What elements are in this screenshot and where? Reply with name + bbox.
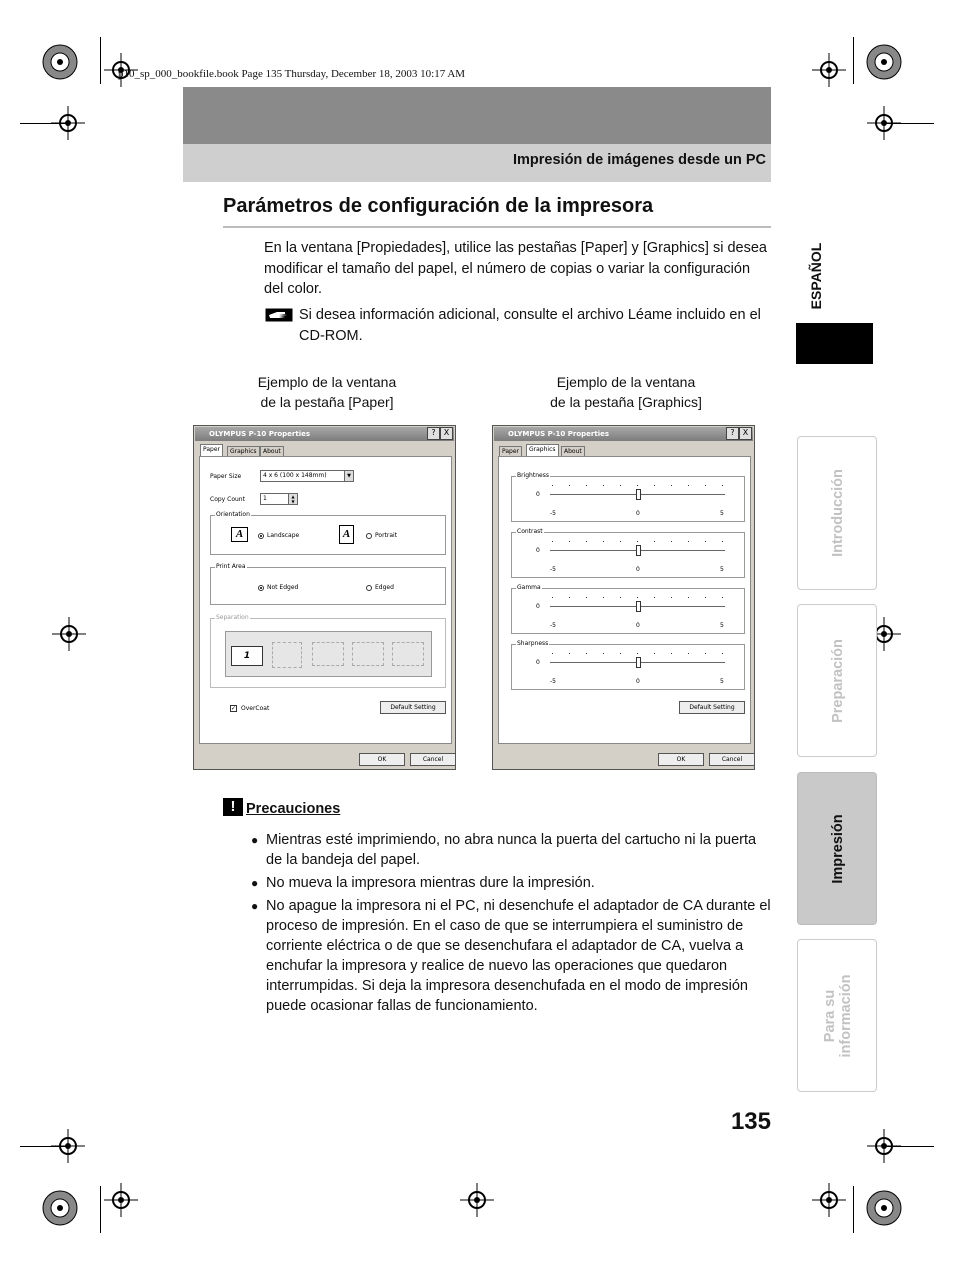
crosshair-icon [867, 106, 901, 140]
print-area-label: Print Area [216, 563, 246, 570]
paper-properties-window [193, 425, 456, 770]
title-rule [223, 226, 771, 228]
slider-tick [637, 485, 638, 486]
not-edged-label: Not Edged [267, 584, 299, 591]
slider-max: 5 [720, 678, 724, 685]
copy-count-label: Copy Count [210, 496, 245, 503]
registration-target-icon [864, 42, 904, 82]
slider-tick [620, 485, 621, 486]
landscape-glyph-icon: A [231, 527, 248, 542]
side-tab-label: Preparación [830, 639, 846, 723]
side-tab-label: Introducción [830, 469, 846, 557]
slider-tick [586, 653, 587, 654]
crosshair-icon [812, 53, 846, 87]
slider-tick [688, 541, 689, 542]
edged-radio[interactable] [366, 585, 372, 591]
slider-group-label: Brightness [517, 472, 549, 479]
slider-tick [552, 541, 553, 542]
slider-tick [637, 597, 638, 598]
slider-tick [722, 597, 723, 598]
language-marker [796, 323, 873, 364]
crosshair-icon [812, 1183, 846, 1217]
slider-tick [654, 485, 655, 486]
layout-eight-button[interactable] [352, 642, 384, 666]
slider-max: 5 [720, 622, 724, 629]
close-button[interactable]: X [440, 427, 453, 440]
tab-graphics[interactable]: Graphics [227, 446, 260, 457]
slider-group-label: Gamma [517, 584, 541, 591]
slider-tick [654, 541, 655, 542]
note-text: Si desea información adicional, consulte el archivo Léame incluido en el CD-ROM. [299, 307, 761, 344]
window-title: OLYMPUS P-10 Properties [209, 430, 311, 438]
not-edged-radio[interactable] [258, 585, 264, 591]
slider-tick [586, 485, 587, 486]
slider-tick [637, 653, 638, 654]
paper-size-value: 4 x 6 (100 x 148mm) [263, 472, 327, 479]
layout-two-button[interactable] [272, 642, 302, 668]
warning-icon: ! [223, 798, 243, 816]
side-tab-label-line: información [838, 974, 854, 1058]
precaution-item: No mueva la impresora mientras dure la impresión. [266, 875, 595, 891]
header-band-dark [183, 87, 771, 144]
brightness-slider-thumb[interactable] [636, 489, 641, 500]
tab-graphics[interactable]: Graphics [526, 444, 559, 457]
registration-target-icon [40, 42, 80, 82]
slider-tick [705, 597, 706, 598]
crop-mark [100, 37, 101, 84]
bullet-icon: ● [251, 899, 259, 913]
language-label: ESPAÑOL [808, 242, 824, 310]
registration-target-icon [864, 1188, 904, 1228]
caption-line: de la pestaña [Paper] [260, 394, 394, 410]
slider-value: 0 [536, 547, 540, 554]
precautions-heading: Precauciones [246, 801, 341, 817]
slider-tick [569, 653, 570, 654]
caption-line: Ejemplo de la ventana [556, 374, 696, 390]
crosshair-icon [51, 1129, 85, 1163]
ok-button[interactable]: OK [359, 753, 405, 766]
portrait-radio[interactable] [366, 533, 372, 539]
sharpness-slider-thumb[interactable] [636, 657, 641, 668]
tab-panel [498, 456, 751, 744]
layout-one-button[interactable]: 1 [231, 646, 263, 666]
side-tab-label-line: Para su [822, 989, 838, 1043]
slider-tick [671, 485, 672, 486]
slider-tick [569, 541, 570, 542]
slider-tick [603, 485, 604, 486]
crosshair-icon [460, 1183, 494, 1217]
portrait-label: Portrait [375, 532, 398, 539]
slider-tick [620, 597, 621, 598]
crosshair-icon [52, 617, 86, 651]
file-header: p10_sp_000_bookfile.book Page 135 Thursday, December 18, 2003 10:17 AM [118, 68, 466, 80]
slider-tick [688, 485, 689, 486]
slider-mid: 0 [636, 510, 640, 517]
orientation-group [210, 511, 446, 555]
slider-tick [671, 653, 672, 654]
separation-label: Separation [216, 614, 249, 621]
tab-paper[interactable]: Paper [200, 444, 223, 457]
crop-mark [100, 1186, 101, 1233]
crosshair-icon [867, 1129, 901, 1163]
page-title: Parámetros de configuración de la impresora [223, 195, 654, 217]
slider-tick [722, 541, 723, 542]
paper-size-label: Paper Size [210, 473, 242, 480]
side-tab-para-su-informacion[interactable] [797, 939, 877, 1092]
precaution-item: No apague la impresora ni el PC, ni desenchufe el adaptador de CA durante el proceso de impresión. En el caso de que se interrumpiera el suministro de corriente eléctrica o de que se desenchufara el adaptador de CA, vuelva a enchufar la impresora y realice de nuevo las operaciones que quedaron interrumpidas. Si deja la impresora desenchufada en el modo de impresión puede ocasionar fallas de funcionamiento. [266, 898, 771, 1014]
crop-mark [853, 37, 854, 84]
side-tab-label: Impresión [830, 814, 846, 884]
slider-tick [552, 653, 553, 654]
close-button[interactable]: X [739, 427, 752, 440]
side-tab-preparacion[interactable] [797, 604, 877, 757]
overcoat-checkbox[interactable]: ✓ [231, 705, 237, 712]
sharpness-group [511, 640, 745, 690]
crop-mark [853, 1186, 854, 1233]
side-tab-impresion[interactable] [797, 772, 877, 925]
slider-tick [569, 485, 570, 486]
spin-arrows-icon: ▲ ▼ [288, 494, 297, 504]
window-titlebar [195, 427, 454, 441]
layout-four-button[interactable] [312, 642, 344, 666]
slider-group-label: Sharpness [517, 640, 549, 647]
brightness-group [511, 472, 745, 522]
default-setting-button[interactable]: Default Setting [679, 701, 745, 714]
help-button[interactable]: ? [427, 427, 440, 440]
slider-tick [637, 541, 638, 542]
bullet-icon: ● [251, 876, 259, 890]
print-area-group [210, 563, 446, 605]
landscape-radio[interactable] [258, 533, 264, 539]
landscape-label: Landscape [267, 532, 300, 539]
gamma-slider-thumb[interactable] [636, 601, 641, 612]
copy-count-value: 1 [263, 495, 267, 502]
slider-value: 0 [536, 659, 540, 666]
copy-count-stepper[interactable] [260, 493, 298, 505]
pointing-hand-icon [265, 308, 293, 322]
registration-target-icon [40, 1188, 80, 1228]
help-button[interactable]: ? [726, 427, 739, 440]
portrait-glyph-icon: A [339, 525, 354, 544]
caption-line: Ejemplo de la ventana [257, 374, 397, 390]
tab-paper[interactable]: Paper [499, 446, 522, 457]
slider-min: -5 [550, 678, 556, 685]
paper-caption [207, 372, 447, 412]
chevron-down-icon: ▼ [344, 471, 353, 481]
window-title: OLYMPUS P-10 Properties [508, 430, 610, 438]
slider-tick [688, 653, 689, 654]
tab-about[interactable]: About [561, 446, 585, 457]
orientation-label: Orientation [216, 511, 250, 518]
slider-min: -5 [550, 566, 556, 573]
contrast-slider-thumb[interactable] [636, 545, 641, 556]
slider-tick [688, 597, 689, 598]
slider-tick [705, 485, 706, 486]
slider-tick [671, 597, 672, 598]
slider-tick [552, 597, 553, 598]
crosshair-icon [51, 106, 85, 140]
edged-label: Edged [375, 584, 394, 591]
tab-about[interactable]: About [260, 446, 284, 457]
gamma-group [511, 584, 745, 634]
slider-mid: 0 [636, 622, 640, 629]
slider-min: -5 [550, 622, 556, 629]
cancel-button[interactable]: Cancel [709, 753, 755, 766]
section-header: Impresión de imágenes desde un PC [512, 152, 766, 168]
slider-tick [654, 653, 655, 654]
graphics-properties-window [492, 425, 755, 770]
separation-layouts [225, 631, 432, 677]
slider-value: 0 [536, 603, 540, 610]
overcoat-label: OverCoat [241, 705, 270, 712]
slider-tick [603, 597, 604, 598]
slider-tick [569, 597, 570, 598]
slider-min: -5 [550, 510, 556, 517]
slider-tick [671, 541, 672, 542]
slider-mid: 0 [636, 678, 640, 685]
slider-tick [586, 597, 587, 598]
slider-tick [603, 541, 604, 542]
slider-tick [620, 653, 621, 654]
slider-mid: 0 [636, 566, 640, 573]
slider-tick [586, 541, 587, 542]
slider-max: 5 [720, 566, 724, 573]
crosshair-icon [104, 1183, 138, 1217]
default-setting-button[interactable]: Default Setting [380, 701, 446, 714]
slider-max: 5 [720, 510, 724, 517]
contrast-group [511, 528, 745, 578]
graphics-caption [506, 372, 746, 412]
cancel-button[interactable]: Cancel [410, 753, 456, 766]
window-titlebar [494, 427, 753, 441]
separation-group [210, 614, 446, 688]
slider-tick [705, 541, 706, 542]
slider-tick [654, 597, 655, 598]
caption-line: de la pestaña [Graphics] [550, 394, 702, 410]
slider-tick [705, 653, 706, 654]
tab-panel [199, 456, 452, 744]
paper-size-select[interactable] [260, 470, 354, 482]
page-number: 135 [730, 1108, 771, 1135]
layout-sixteen-button[interactable] [392, 642, 424, 666]
slider-value: 0 [536, 491, 540, 498]
slider-group-label: Contrast [517, 528, 543, 535]
slider-tick [722, 485, 723, 486]
slider-tick [722, 653, 723, 654]
ok-button[interactable]: OK [658, 753, 704, 766]
intro-paragraph: En la ventana [Propiedades], utilice las pestañas [Paper] y [Graphics] si desea modificar el tamaño del papel, el número de copias o variar la configuración del color. [264, 240, 767, 297]
bullet-icon: ● [251, 833, 259, 847]
precaution-item: Mientras esté imprimiendo, no abra nunca la puerta del cartucho ni la puerta de la bandeja del papel. [266, 832, 757, 868]
side-tab-label [822, 926, 854, 1106]
side-tab-introduccion[interactable] [797, 436, 877, 590]
slider-tick [603, 653, 604, 654]
slider-tick [620, 541, 621, 542]
slider-tick [552, 485, 553, 486]
